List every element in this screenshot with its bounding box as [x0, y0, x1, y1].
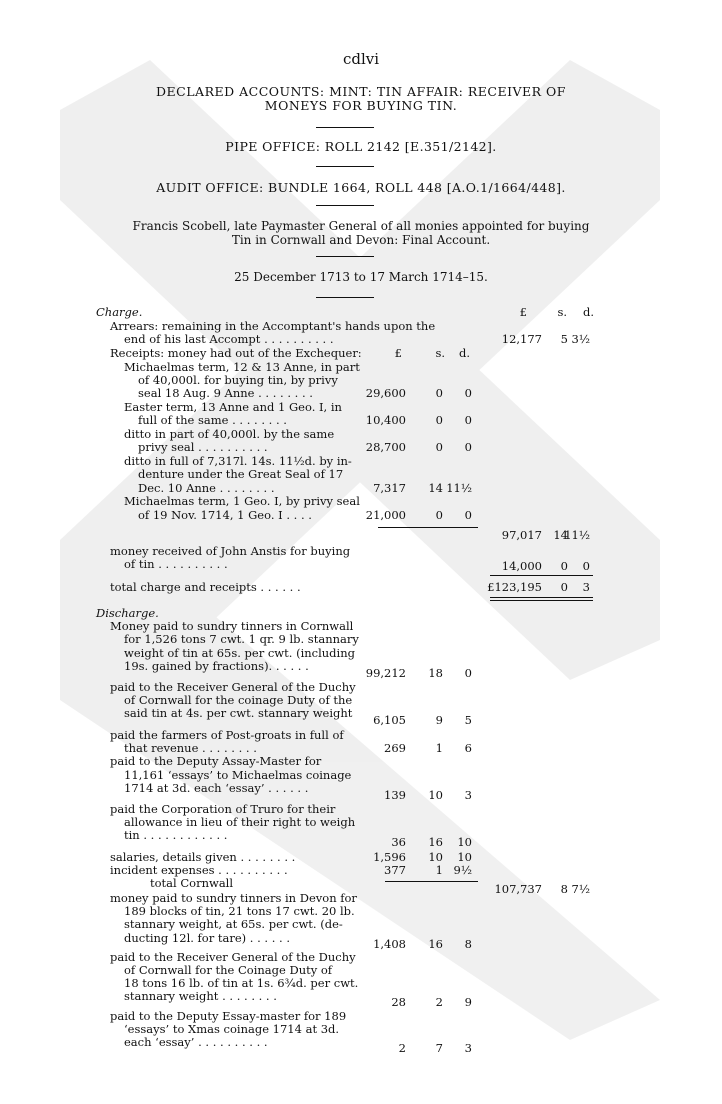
discharge-item-text: 1714 at 3d. each ‘essay’ . . . . . .: [124, 780, 309, 795]
receipt-item-amount-shillings: 0: [435, 386, 443, 401]
discharge-item-amount-shillings: 1: [435, 863, 443, 878]
discharge-item-text: incident expenses . . . . . . . . . .: [110, 863, 288, 878]
audit-office-heading: AUDIT OFFICE: BUNDLE 1664, ROLL 448 [A.O.1/1664/448].: [156, 180, 566, 195]
discharge-item-amount-pounds: 1,596: [373, 849, 406, 864]
discharge-item-text: weight of tin at 65s. per cwt. (including: [124, 645, 355, 660]
discharge-item-text: 11,161 ‘essays’ to Michaelmas coinage: [124, 767, 352, 782]
arrears-amount-pounds: 12,177: [501, 332, 542, 346]
divider: [316, 166, 374, 167]
arrears-line: Arrears: remaining in the Accomptant's hands upon the: [110, 319, 436, 333]
discharge-item-text: paid the Corporation of Truro for their: [110, 802, 336, 816]
total-cornwall-amount-shillings: 8: [560, 881, 568, 896]
divider: [316, 127, 374, 128]
discharge-item-text: for 1,526 tons 7 cwt. 1 qr. 9 lb. stannary: [124, 632, 359, 647]
discharge-item-text: of Cornwall for the coinage Duty of the: [124, 693, 353, 708]
receipt-item-amount-pence: 0: [464, 413, 472, 428]
receipt-item-text: full of the same . . . . . . . .: [138, 413, 287, 428]
discharge-item-amount-pence: 9: [464, 995, 472, 1010]
charge-heading: Charge.: [96, 305, 143, 319]
discharge-item-amount-pounds: 6,105: [373, 713, 406, 728]
double-rule: [490, 597, 593, 598]
receipt-item-text: Michaelmas term, 1 Geo. I, by privy seal: [124, 494, 360, 509]
header-line-1: DECLARED ACCOUNTS: MINT: TIN AFFAIR: RECEIVER OF: [156, 84, 566, 99]
discharge-item-text: paid to the Deputy Essay-master for 189: [110, 1008, 347, 1023]
intro-line-1: Francis Scobell, late Paymaster General of all monies appointed for buying: [132, 219, 590, 233]
discharge-item-text: ducting 12l. for tare) . . . . . .: [124, 930, 291, 945]
discharge-item-text: paid to the Deputy Assay-Master for: [110, 754, 322, 769]
receipt-item-text: Dec. 10 Anne . . . . . . . .: [138, 480, 275, 495]
discharge-item-amount-pence: 9½: [453, 863, 472, 878]
discharge-item-amount-shillings: 18: [428, 665, 443, 680]
subtotal-rule: [378, 527, 478, 528]
double-rule: [490, 600, 593, 601]
discharge-item-text: salaries, details given . . . . . . . .: [110, 849, 296, 864]
discharge-item-text: 18 tons 16 lb. of tin at 1s. 6¾d. per cwt.: [124, 976, 359, 991]
receipt-item-amount-shillings: 0: [435, 440, 443, 455]
receipt-item-amount-pounds: 7,317: [373, 480, 406, 495]
page-number: cdlvi: [342, 50, 380, 68]
discharge-item-text: each ‘essay’ . . . . . . . . . .: [124, 1035, 268, 1049]
discharge-item-text: paid to the Receiver General of the Duchy: [110, 949, 356, 964]
discharge-item-text: 189 blocks of tin, 21 tons 17 cwt. 20 lb.: [124, 904, 355, 919]
receipt-item-text: Michaelmas term, 12 & 13 Anne, in part: [124, 360, 360, 374]
discharge-item-amount-shillings: 1: [435, 740, 443, 755]
discharge-item-amount-shillings: 10: [428, 849, 443, 864]
total-charge-amount-pence: 3: [582, 580, 590, 594]
discharge-item-text: stannary weight . . . . . . . .: [124, 989, 277, 1004]
discharge-item-text: stannary weight, at 65s. per cwt. (de-: [124, 917, 343, 932]
discharge-item-amount-pence: 8: [464, 936, 472, 951]
discharge-item-amount-pence: 10: [457, 835, 472, 850]
column-head-pence: d.: [582, 305, 594, 319]
receipts-total-shillings: 14: [553, 528, 568, 543]
total-cornwall-label: total Cornwall: [150, 875, 234, 890]
discharge-item-amount-pounds: 139: [384, 787, 406, 802]
inner-head-pence: d.: [458, 346, 470, 360]
discharge-item-amount-pounds: 99,212: [365, 665, 406, 680]
intro-line-2: Tin in Cornwall and Devon: Final Account.: [231, 233, 491, 247]
discharge-item-amount-pence: 3: [464, 787, 472, 802]
receipts-total-pence: 11½: [564, 528, 590, 543]
discharge-item-amount-pounds: 28: [391, 995, 406, 1010]
discharge-item-text: tin . . . . . . . . . . . .: [124, 828, 228, 843]
discharge-item-amount-pence: 0: [464, 665, 472, 680]
pipe-office-heading: PIPE OFFICE: ROLL 2142 [E.351/2142].: [225, 139, 497, 154]
discharge-item-amount-shillings: 16: [428, 835, 443, 850]
discharge-heading: Discharge.: [96, 606, 159, 620]
receipts-total-pounds: 97,017: [501, 528, 542, 543]
receipt-item-amount-pence: 11½: [446, 480, 472, 495]
column-head-pounds: £: [519, 305, 527, 319]
discharge-item-text: money paid to sundry tinners in Devon for: [110, 891, 357, 905]
divider: [316, 205, 374, 206]
receipt-item-text: ditto in full of 7,317l. 14s. 11½d. by in-: [124, 454, 352, 469]
receipt-item-text: of 40,000l. for buying tin, by privy: [138, 373, 338, 388]
discharge-item-amount-shillings: 10: [428, 787, 443, 802]
receipt-item-text: Easter term, 13 Anne and 1 Geo. I, in: [124, 400, 342, 415]
receipt-item-amount-shillings: 14: [428, 480, 443, 495]
inner-head-pounds: £: [394, 346, 402, 360]
divider: [316, 297, 374, 298]
receipt-item-text: seal 18 Aug. 9 Anne . . . . . . . .: [138, 386, 313, 401]
anstis-amount-shillings: 0: [560, 558, 568, 573]
discharge-item-text: paid the farmers of Post-groats in full of: [110, 727, 344, 742]
anstis-line: of tin . . . . . . . . . .: [124, 556, 228, 571]
receipt-item-amount-pence: 0: [464, 440, 472, 455]
discharge-item-amount-pounds: 36: [391, 835, 406, 850]
date-range: 25 December 1713 to 17 March 1714–15.: [234, 270, 488, 284]
receipt-item-text: ditto in part of 40,000l. by the same: [124, 427, 335, 442]
discharge-item-text: paid to the Receiver General of the Duchy: [110, 680, 356, 694]
receipt-item-amount-shillings: 0: [435, 507, 443, 522]
receipt-item-amount-pounds: 29,600: [365, 386, 406, 401]
arrears-amount-shillings: 5: [560, 332, 568, 346]
discharge-item-amount-pence: 5: [464, 713, 472, 728]
receipt-item-amount-pounds: 28,700: [365, 440, 406, 455]
total-charge-amount-pounds: £123,195: [487, 580, 542, 594]
total-cornwall-amount-pounds: 107,737: [494, 881, 542, 896]
anstis-amount-pence: 0: [582, 558, 590, 573]
discharge-item-amount-pounds: 2: [398, 1041, 406, 1055]
discharge-item-text: allowance in lieu of their right to weigh: [124, 815, 356, 830]
discharge-item-text: ‘essays’ to Xmas coinage 1714 at 3d.: [124, 1021, 340, 1036]
total-rule: [490, 575, 593, 576]
discharge-item-text: that revenue . . . . . . . .: [124, 740, 257, 755]
receipt-item-amount-pence: 0: [464, 386, 472, 401]
discharge-item-text: of Cornwall for the Coinage Duty of: [124, 963, 333, 977]
anstis-line: money received of John Anstis for buying: [110, 543, 351, 558]
discharge-item-text: Money paid to sundry tinners in Cornwall: [110, 619, 354, 634]
discharge-item-amount-pence: 10: [457, 849, 472, 864]
receipt-item-text: privy seal . . . . . . . . . .: [138, 440, 268, 455]
receipt-item-amount-pence: 0: [464, 507, 472, 522]
total-charge-amount-shillings: 0: [560, 580, 568, 594]
total-cornwall-amount-pence: 7½: [571, 881, 590, 896]
anstis-amount-pounds: 14,000: [501, 558, 542, 573]
receipt-item-amount-pounds: 21,000: [365, 507, 406, 522]
inner-head-shillings: s.: [435, 346, 445, 360]
column-head-shillings: s.: [557, 305, 567, 319]
discharge-item-amount-shillings: 16: [428, 936, 443, 951]
discharge-item-amount-pence: 6: [464, 740, 472, 755]
receipt-item-text: denture under the Great Seal of 17: [138, 467, 344, 482]
discharge-item-text: 19s. gained by fractions). . . . . .: [124, 658, 309, 673]
discharge-item-amount-pounds: 269: [384, 740, 406, 755]
discharge-item-amount-pence: 3: [464, 1041, 472, 1055]
discharge-item-text: said tin at 4s. per cwt. stannary weight: [124, 706, 353, 721]
discharge-item-amount-shillings: 7: [435, 1041, 443, 1055]
divider: [316, 256, 374, 257]
receipt-item-amount-pounds: 10,400: [365, 413, 406, 428]
header-line-2: MONEYS FOR BUYING TIN.: [264, 98, 458, 113]
receipt-item-text: of 19 Nov. 1714, 1 Geo. I . . . .: [138, 507, 312, 522]
discharge-item-amount-shillings: 2: [435, 995, 443, 1010]
discharge-item-amount-pounds: 1,408: [373, 936, 406, 951]
arrears-line: end of his last Accompt . . . . . . . . . .: [124, 332, 334, 346]
subtotal-rule: [385, 881, 478, 882]
receipt-item-amount-shillings: 0: [435, 413, 443, 428]
receipts-heading: Receipts: money had out of the Exchequer:: [110, 346, 362, 360]
total-charge-label: total charge and receipts . . . . . .: [110, 580, 301, 594]
arrears-amount-pence: 3½: [571, 332, 590, 346]
discharge-item-amount-shillings: 9: [435, 713, 443, 728]
discharge-item-amount-pounds: 377: [384, 863, 406, 878]
